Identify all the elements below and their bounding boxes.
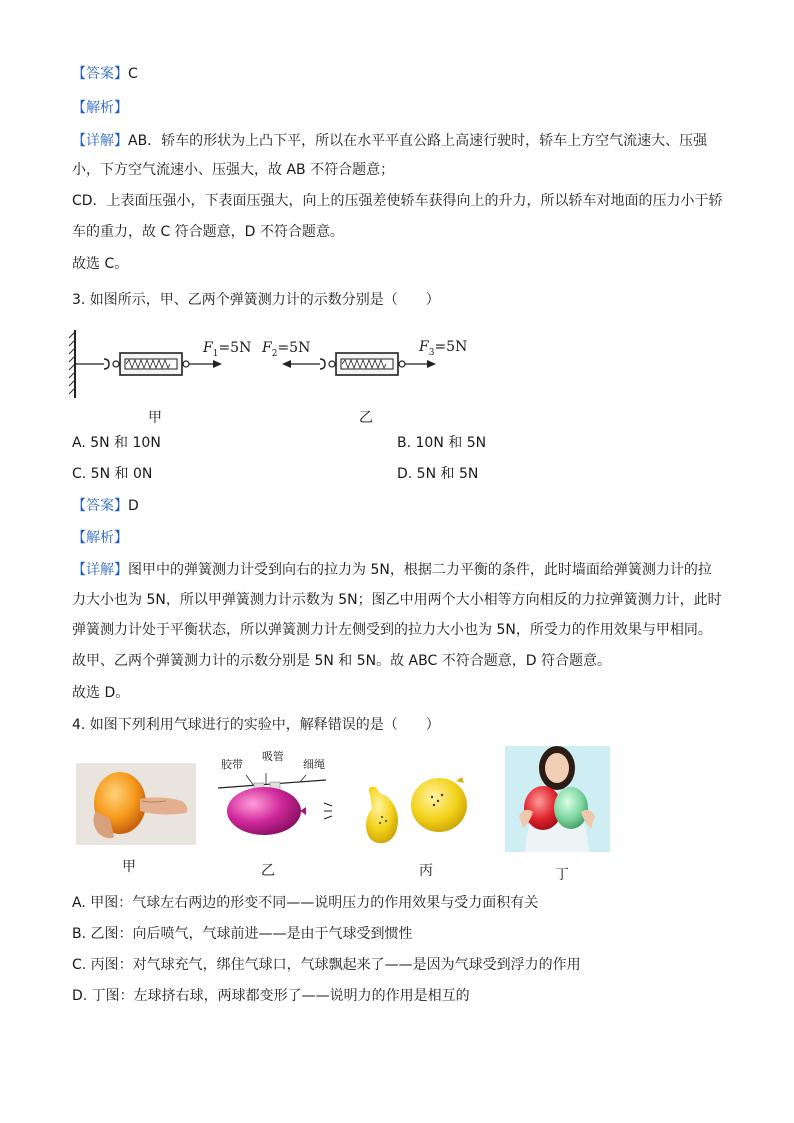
q4-option-d: D. 丁图：左球挤右球，两球都变形了——说明力的作用是相互的 [72,988,470,1004]
q2-detail-line-1: 【详解】AB．轿车的形状为上凸下平，所以在水平平直公路上高速行驶时，轿车上方空气流速大、压强 [72,133,708,149]
answer-value: C [128,66,138,82]
figure-label-jia: 甲 [148,410,162,426]
caption-bing: 丙 [419,863,433,879]
q2-detail-line-2: 小，下方空气流速小、压强大，故 AB 不符合题意； [72,162,395,178]
label-string: 细绳 [303,758,325,771]
caption-ding: 丁 [555,867,569,883]
figure-label-yi: 乙 [359,410,373,426]
q3-detail-line-4: 故甲、乙两个弹簧测力计的示数分别是 5N 和 5N。故 ABC 不符合题意，D 符合题意。 [72,653,611,669]
q3-answer [72,496,139,516]
spring-scale-figure [66,326,476,404]
q4-option-c: C. 丙图：对气球充气，绑住气球口，气球飘起来了——是因为气球受到浮力的作用 [72,957,581,973]
q3-detail-line-3: 弹簧测力计处于平衡状态，所以弹簧测力计左侧受到的拉力大小也为 5N，所受力的作用效果与甲相同。 [72,622,712,638]
caption-jia: 甲 [122,859,136,875]
q3-detail-line-1: 【详解】图甲中的弹簧测力计受到向右的拉力为 5N，根据二力平衡的条件，此时墙面给弹簧测力计的拉 [72,562,712,578]
answer-tag: 【答案】 [72,498,128,514]
q3-option-c: C. 5N 和 0N [72,466,153,482]
q4-stem: 4. 如图下列利用气球进行的实验中，解释错误的是（ ） [72,717,440,733]
q2-answer [72,64,138,84]
detail-tag: 【详解】 [72,133,128,149]
caption-yi: 乙 [261,863,275,879]
spring-scale-jia-icon [76,353,222,375]
balloon-press-photo [76,763,196,845]
answer-value: D [128,498,139,514]
q2-analysis-tag: 【解析】 [72,100,128,116]
force-f3-label: $F_3=5N$ [419,339,468,358]
q4-option-a: A. 甲图：气球左右两边的形变不同——说明压力的作用效果与受力面积有关 [72,895,539,911]
balloons-squeeze-photo [505,746,610,852]
q3-option-d: D. 5N 和 5N [397,466,479,482]
force-f1-label: $F_1=5N$ [203,340,252,359]
q3-detail-line-2: 力大小也为 5N，所以甲弹簧测力计示数为 5N；图乙中用两个大小相等方向相反的力拉弹簧测力计，此时 [72,592,722,608]
balloon-rocket-diagram [214,773,344,843]
floating-balloons-figure [362,777,474,847]
q4-option-b: B. 乙图：向后喷气，气球前进——是由于气球受到惯性 [72,926,413,942]
detail-tag: 【详解】 [72,562,128,578]
q3-stem: 3. 如图所示，甲、乙两个弹簧测力计的示数分别是（ ） [72,292,440,308]
force-f2-label: $F_2=5N$ [262,340,311,359]
q3-conclusion: 故选 D。 [72,685,130,701]
q2-detail-line-4: 车的重力，故 C 符合题意，D 不符合题意。 [72,224,344,240]
q3-analysis-tag: 【解析】 [72,530,128,546]
wall-icon [69,330,75,398]
q3-option-a: A. 5N 和 10N [72,435,161,451]
answer-tag: 【答案】 [72,66,128,82]
q3-option-b: B. 10N 和 5N [397,435,487,451]
q2-conclusion: 故选 C。 [72,256,129,272]
q2-detail-line-3: CD．上表面压强小，下表面压强大，向上的压强差使轿车获得向上的升力，所以轿车对地面的压力小于轿 [72,193,723,209]
label-tape: 胶带 [221,758,243,771]
label-straw: 吸管 [262,750,284,763]
